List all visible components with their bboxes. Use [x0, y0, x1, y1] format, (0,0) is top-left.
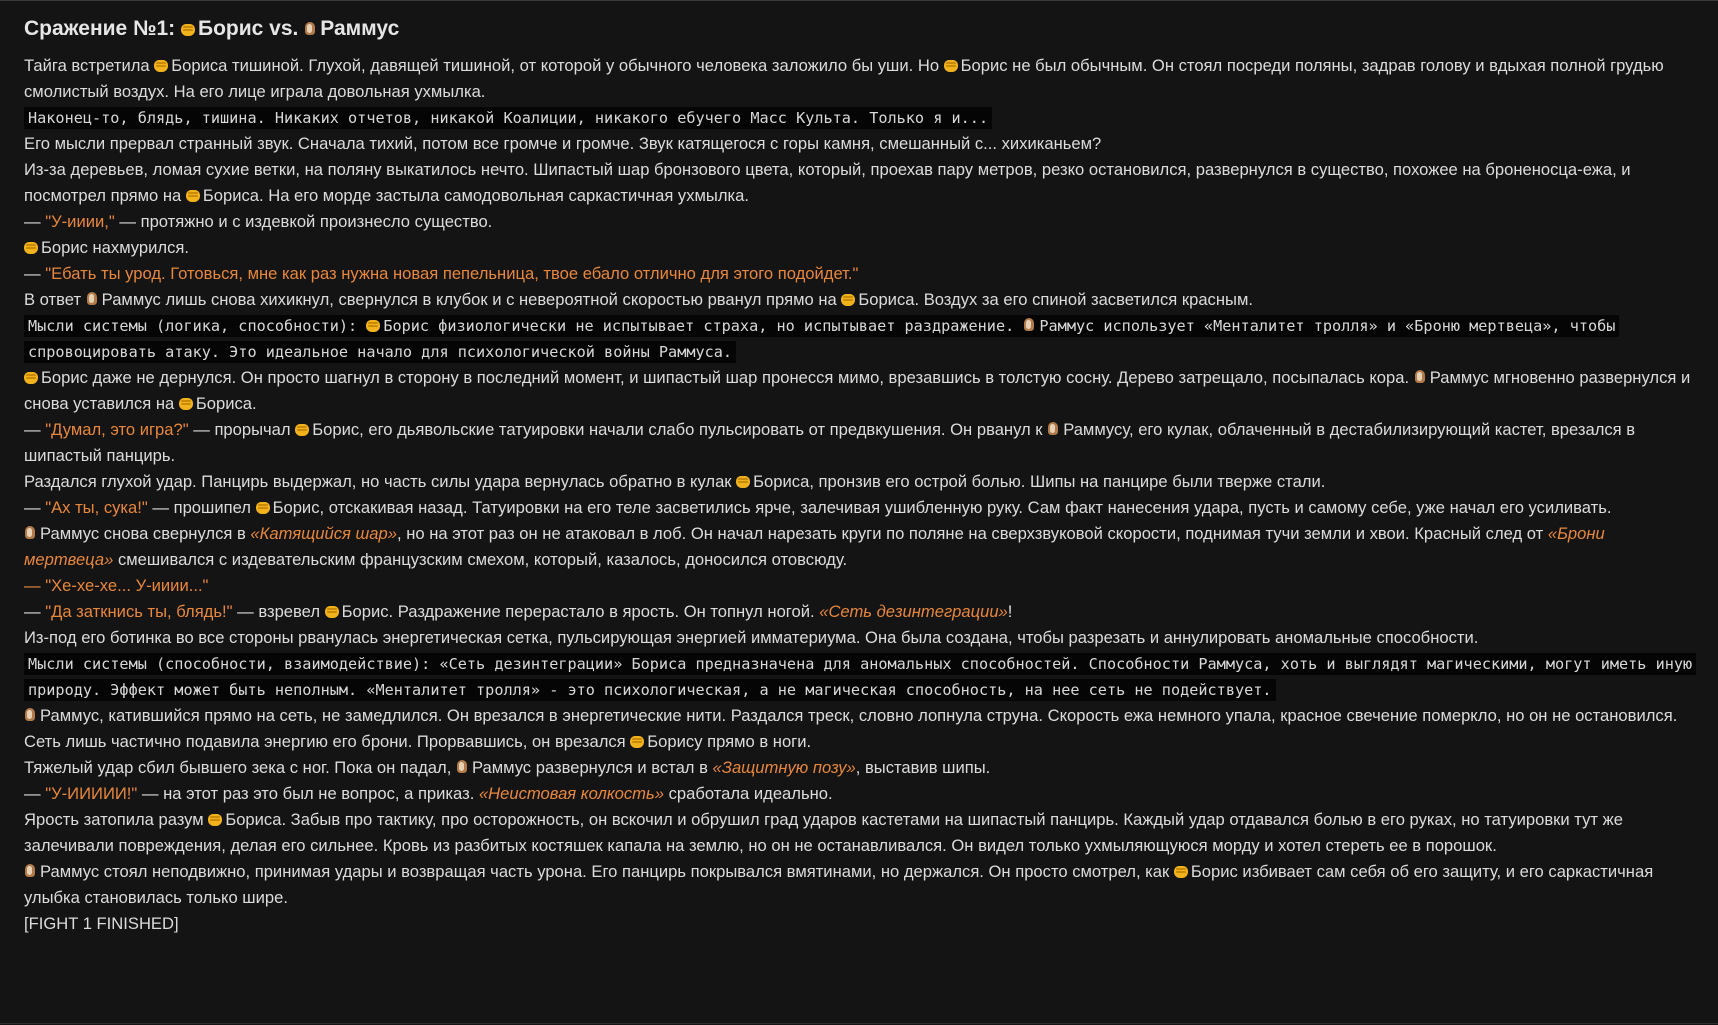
text: Мысли системы (логика, способности):	[28, 317, 367, 335]
dialogue-line	[24, 495, 1698, 521]
paragraph	[24, 53, 1698, 105]
paragraph	[24, 703, 1698, 755]
title-p1: Борис	[198, 17, 264, 40]
dash: —	[24, 420, 46, 439]
text: Раммус лишь снова хихикнул, свернулся в клубок и с невероятной скоростью рванул прямо на	[101, 290, 842, 309]
dialogue-line	[24, 261, 1698, 287]
fist-icon	[256, 500, 270, 515]
title-prefix: Сражение №1:	[24, 17, 181, 40]
ability-name: «Неистовая колкость»	[478, 784, 664, 803]
text: Ярость затопила разум	[24, 810, 209, 829]
hedgehog-icon	[86, 291, 99, 307]
title-vs: vs.	[263, 17, 305, 40]
text: Бориса, пронзив его острой болью. Шипы на панцире были тверже стали.	[753, 472, 1326, 491]
text: Раммусу, его кулак, облаченный в дестабилизирующий кастет, врезался в шипастый панцирь.	[24, 420, 1636, 465]
text: Раммус снова свернулся в	[40, 524, 251, 543]
text: !	[1007, 602, 1013, 621]
fight-status: [FIGHT 1 FINISHED]	[24, 914, 179, 933]
text: , но на этот раз он не атаковал в лоб. Он начал нарезать круги по поляне на сверхзвуковой скорости, поднимая тучи земли и хвои. Красный след от	[396, 524, 1548, 543]
text: Раммус развернулся и встал в	[471, 758, 713, 777]
text: , выставив шипы.	[855, 758, 991, 777]
fist-icon	[24, 240, 38, 255]
paragraph	[24, 235, 1698, 261]
title-p2: Раммус	[320, 17, 400, 40]
divider	[0, 1023, 1718, 1024]
text: — взревел	[232, 602, 325, 621]
fist-icon	[186, 188, 200, 203]
text: Борис физиологически не испытывает страха, но испытывает раздражение.	[383, 317, 1024, 335]
thought-block	[24, 313, 1698, 365]
text: Борис, отскакивая назад. Татуировки на его теле засветились ярче, залечивая ушибленную руку. Сам факт нанесения удара, пусть и самому себе, уже начал его усиливать.	[272, 498, 1612, 517]
hedgehog-icon	[304, 21, 317, 37]
text: Раммус, катившийся прямо на сеть, не замедлился. Он врезался в энергетические нити. Раздался треск, словно лопнула струна. Скорость ежа немного упала, красное свечение померкло, но он не остановился. Сеть лишь частично подавила энергию его брони. Прорвавшись, он врезался	[24, 706, 1678, 751]
text: — прошипел	[147, 498, 256, 517]
hedgehog-icon	[1414, 369, 1427, 385]
ability-name: «Сеть дезинтеграции»	[819, 602, 1008, 621]
ability-name: «Защитную позу»	[712, 758, 856, 777]
quote: "Думал, это игра?"	[45, 420, 189, 439]
text: Борис не был обычным. Он стоял посреди поляны, задрав голову и вдыхая полной грудью смолистый воздух. На его лице играла довольная ухмылка.	[24, 56, 1664, 101]
text: Борис избивает сам себя об его защиту, и его саркастичная улыбка становилась только шире.	[24, 862, 1654, 907]
quote: "У-ииии,"	[45, 212, 115, 231]
dash: —	[24, 784, 46, 803]
quote: "Да заткнись ты, блядь!"	[45, 602, 233, 621]
fist-icon	[841, 292, 855, 307]
quote: "У-ИИИИИ!"	[45, 784, 138, 803]
paragraph	[24, 365, 1698, 417]
ability-name: «Брони мертвеца»	[24, 524, 1605, 569]
hedgehog-icon	[24, 525, 37, 541]
dialogue-line	[24, 781, 1698, 807]
text: Борис, его дьявольские татуировки начали слабо пульсировать от предвкушения. Он рванул к	[312, 420, 1048, 439]
fist-icon	[325, 604, 339, 619]
text: смешивался с издевательским французским смехом, который, казалось, доносился отовсюду.	[113, 550, 848, 569]
paragraph	[24, 157, 1698, 209]
text: — прорычал	[188, 420, 296, 439]
dash: —	[24, 212, 46, 231]
text: — на этот раз это был не вопрос, а приказ.	[137, 784, 479, 803]
text: сработала идеально.	[663, 784, 833, 803]
fist-icon	[295, 422, 309, 437]
text: Раммус мгновенно развернулся и снова уставился на	[24, 368, 1691, 413]
paragraph: Из-под его ботинка во все стороны рванулась энергетическая сетка, пульсирующая энергией имматериума. Она была создана, чтобы разрезать и аннулировать аномальные способности.	[24, 628, 1479, 647]
dash: —	[24, 602, 46, 621]
code-text	[24, 315, 1619, 363]
dash: —	[24, 498, 46, 517]
paragraph: Его мысли прервал странный звук. Сначала тихий, потом все громче и громче. Звук катящегося с горы камня, смешанный с... хихиканьем?	[24, 134, 1102, 153]
text: Бориса. Забыв про тактику, про осторожность, он вскочил и обрушил град ударов кастетами на шипастый панцирь. Каждый удар отдавался болью в его руках, но татуировки тут же залечивали повреждения, делая его сильнее. Кровь из разбитых костяшек капала на землю, но он не останавливался. Он видел только ухмыляющуюся морду и хотел стереть ее в порошок.	[24, 810, 1623, 855]
quote: "Хе-хе-хе... У-ииии..."	[45, 576, 209, 595]
text: Раммус использует «Менталитет тролля» и «Броню мертвеца», чтобы спровоцировать атаку. Это идеальное начало для психологической войны Раммуса.	[28, 317, 1616, 361]
dialogue-line	[24, 209, 1698, 235]
text: Борис. Раздражение перерастало в ярость. Он топнул ногой.	[341, 602, 820, 621]
quote: "Ах ты, сука!"	[45, 498, 148, 517]
hedgehog-icon	[24, 707, 37, 723]
fist-icon	[154, 58, 168, 73]
fist-icon	[366, 318, 380, 333]
fist-icon	[208, 812, 222, 827]
fist-icon	[944, 58, 958, 73]
dialogue-line	[24, 599, 1698, 625]
fist-icon	[179, 396, 193, 411]
hedgehog-icon	[456, 759, 469, 775]
text: Из-за деревьев, ломая сухие ветки, на поляну выкатилось нечто. Шипастый шар бронзового цвета, который, проехав пару метров, резко остановился, развернулся в существо, похожее на броненосца-ежа, и посмотрел прямо на	[24, 160, 1631, 205]
fist-icon	[181, 22, 195, 37]
thought-block	[24, 105, 1698, 131]
hedgehog-icon	[1023, 317, 1036, 333]
text: Борису прямо в ноги.	[647, 732, 812, 751]
text: Тайга встретила	[24, 56, 155, 75]
text: Раздался глухой удар. Панцирь выдержал, но часть силы удара вернулась обратно в кулак	[24, 472, 737, 491]
text: Бориса. Воздух за его спиной засветился красным.	[858, 290, 1253, 309]
thought-block	[24, 651, 1698, 703]
hedgehog-icon	[24, 863, 37, 879]
text: Тяжелый удар сбил бывшего зека с ног. Пока он падал,	[24, 758, 456, 777]
fist-icon	[736, 474, 750, 489]
ability-name: «Катящийся шар»	[250, 524, 397, 543]
dialogue-line	[24, 417, 1698, 469]
dash: —	[24, 576, 46, 595]
fight-title	[24, 15, 1698, 43]
paragraph	[24, 521, 1698, 573]
hedgehog-icon	[1047, 421, 1060, 437]
paragraph	[24, 287, 1698, 313]
code-text: Наконец-то, блядь, тишина. Никаких отчетов, никакой Коалиции, никакого ебучего Масс Культа. Только я и...	[24, 107, 992, 129]
text: Борис нахмурился.	[41, 238, 189, 257]
quote: "Ебать ты урод. Готовься, мне как раз нужна новая пепельница, твое ебало отлично для этого подойдет."	[45, 264, 859, 283]
paragraph	[24, 807, 1698, 859]
paragraph	[24, 859, 1698, 911]
fight-log	[0, 1, 1718, 937]
text: Раммус стоял неподвижно, принимая удары и возвращая часть урона. Его панцирь покрывался вмятинами, но держался. Он просто смотрел, как	[40, 862, 1174, 881]
fist-icon	[24, 370, 38, 385]
text: В ответ	[24, 290, 86, 309]
paragraph	[24, 755, 1698, 781]
fist-icon	[630, 734, 644, 749]
text: Борис даже не дернулся. Он просто шагнул в сторону в последний момент, и шипастый шар пронесся мимо, врезавшись в толстую сосну. Дерево затрещало, посыпалась кора.	[41, 368, 1414, 387]
text: Бориса. На его морде застыла самодовольная саркастичная ухмылка.	[202, 186, 749, 205]
paragraph	[24, 469, 1698, 495]
dash: —	[24, 264, 46, 283]
dialogue-line	[24, 573, 1698, 599]
fist-icon	[1174, 864, 1188, 879]
text: — протяжно и с издевкой произнесло существо.	[114, 212, 493, 231]
text: Бориса тишиной. Глухой, давящей тишиной, от которой у обычного человека заложило бы уши. Но	[171, 56, 944, 75]
text: Бориса.	[195, 394, 257, 413]
code-text: Мысли системы (способности, взаимодействие): «Сеть дезинтеграции» Бориса предназначена для аномальных способностей. Способности Раммуса, хоть и выглядят магическими, могут иметь иную природу. Эффект может быть неполным. «Менталитет тролля» - это психологическая, а не магическая способность, на нее сеть не подействует.	[24, 653, 1696, 701]
